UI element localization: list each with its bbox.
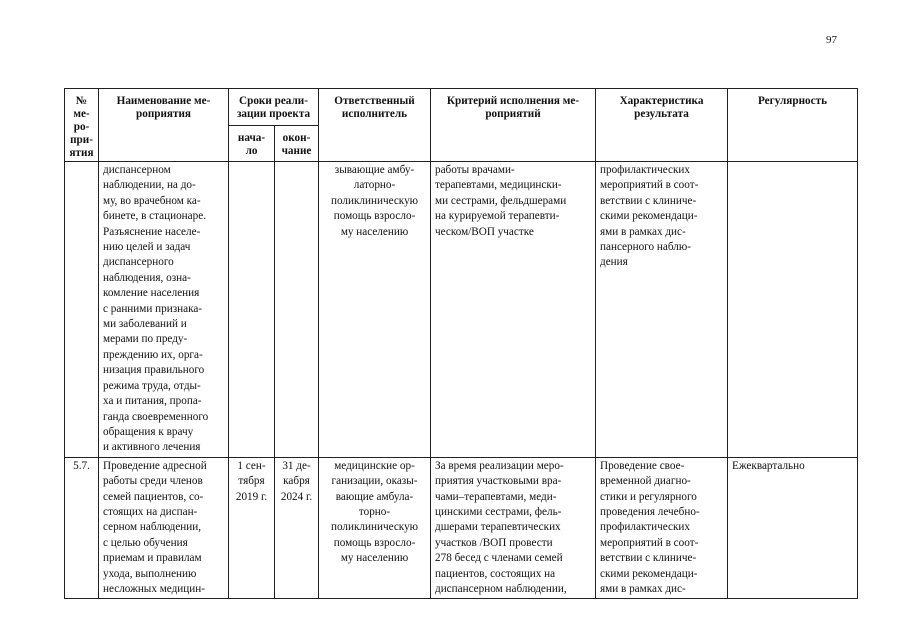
header-row [65, 89, 858, 126]
header-terms: Сроки реали- зации проекта [229, 89, 319, 126]
page-number: 97 [826, 34, 837, 46]
cell-regularity: Ежеквартально [728, 457, 858, 599]
header-responsible: Ответственный исполнитель [319, 89, 431, 162]
cell-start: 1 сен- тября 2019 г. [229, 457, 275, 599]
cell-end [275, 162, 319, 458]
header-criterion: Критерий исполнения ме- роприятий [431, 89, 596, 162]
cell-criterion: За время реализации меро- приятия участковыми вра- чами–терапевтами, меди- цинскими сестрами, фель- дшерами терапевтических участков /ВОП провести 278 бесед с членами семей пациентов, состоящих на диспансерном наблюдении, [431, 457, 596, 599]
cell-num [65, 162, 99, 458]
cell-regularity [728, 162, 858, 458]
table-row [65, 162, 858, 458]
header-regularity: Регулярность [728, 89, 858, 162]
cell-num: 5.7. [65, 457, 99, 599]
header-num: № ме- ро- при- ятия [65, 89, 99, 162]
cell-responsible: медицинские ор- ганизации, оказы- вающие амбула- торно- поликлиническую помощь взросло- му населению [319, 457, 431, 599]
cell-criterion: работы врачами- терапевтами, медицински- ми сестрами, фельдшерами на курируемой терапевти- ческом/ВОП участке [431, 162, 596, 458]
cell-result: профилактических мероприятий в соот- ветствии с клиниче- скими рекомендаци- ями в рамках дис- пансерного наблю- дения [596, 162, 728, 458]
cell-responsible: зывающие амбу- латорно- поликлиническую помощь взросло- му населению [319, 162, 431, 458]
header-end: окон- чание [275, 125, 319, 162]
cell-result: Проведение свое- временной диагно- стики и регулярного проведения лечебно- профилактических мероприятий в соот- ветствии с клиниче- скими рекомендаци- ями в рамках дис- [596, 457, 728, 599]
header-name: Наименование ме- роприятия [99, 89, 229, 162]
header-result: Характеристика результата [596, 89, 728, 162]
cell-start [229, 162, 275, 458]
cell-end: 31 де- кабря 2024 г. [275, 457, 319, 599]
cell-name: диспансерном наблюдении, на до- му, во врачебном ка- бинете, в стационаре. Разъяснение населе- нию целей и задач диспансерного наблюдения, озна- комление населения с ранними признака- ми заболеваний и мерами по преду- преждению их, орга- низация правильного режима труда, отды- ха и питания, пропа- ганда своевременного обращения к врачу и активного лечения [99, 162, 229, 458]
header-start: нача- ло [229, 125, 275, 162]
cell-name: Проведение адресной работы среди членов семей пациентов, со- стоящих на диспан- серном наблюдении, с целью обучения приемам и правилам ухода, выполнению несложных медицин- [99, 457, 229, 599]
table-row [65, 457, 858, 599]
measures-table [64, 88, 858, 599]
